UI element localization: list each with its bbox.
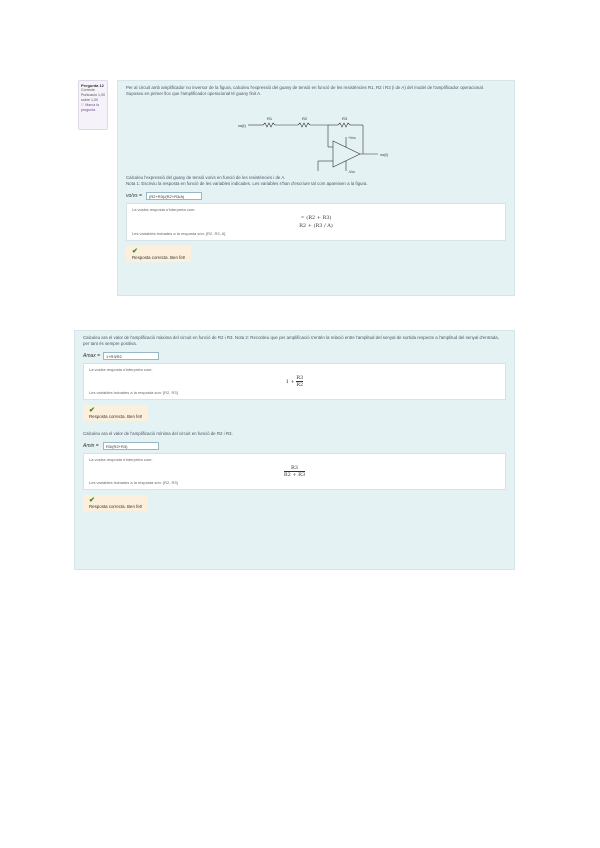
preview-vars-1: Les variables trobades a la resposta són: [R2, R3, A] bbox=[132, 231, 226, 236]
label-r3: R3 bbox=[342, 116, 348, 121]
check-icon: ✔ bbox=[132, 248, 138, 255]
answer-lhs-1: vo/vs = bbox=[126, 193, 142, 199]
answer-input-1[interactable]: (R2+R3)/(R2+R3/A) bbox=[146, 192, 202, 200]
preview-formula-1b: R2 + (R3 / A) bbox=[299, 223, 333, 229]
feedback-3 bbox=[83, 495, 148, 511]
preview-prefix-2: 1 + bbox=[285, 379, 295, 385]
preview-vars-3: Les variables trobades a la resposta són: [R2, R3] bbox=[89, 480, 178, 485]
flag-question-link[interactable] bbox=[81, 103, 105, 113]
answer-preview-1 bbox=[126, 203, 506, 241]
label-vplus: +Vcc bbox=[348, 136, 356, 140]
label-r1: R1 bbox=[267, 116, 273, 121]
answer-lhs-2: Amax = bbox=[83, 353, 101, 359]
question-info-panel bbox=[78, 80, 108, 130]
question-note: Nota 1: Escriviu la resposta en funció de les variables indicades. Les variables s'han d'escriure tal com apareixen a la figura. bbox=[126, 181, 368, 186]
answer-row-2 bbox=[83, 352, 506, 360]
preview-den-2: R2 bbox=[296, 382, 304, 388]
preview-formula-3 bbox=[89, 465, 500, 478]
flag-icon: ⚐ bbox=[81, 103, 85, 107]
label-vminus: -Vcc bbox=[348, 170, 355, 174]
feedback-text-3: Resposta correcta. Ben fet! bbox=[89, 504, 143, 509]
question-status: Correcte bbox=[81, 88, 95, 92]
feedback-1 bbox=[126, 246, 191, 262]
preview-den-3: R2 + R3 bbox=[283, 472, 306, 478]
answer-preview-2 bbox=[83, 363, 506, 400]
preview-title-2: La vostra resposta s'interpreta com: bbox=[89, 367, 153, 372]
question-part2: Calculeu ara el valor de l'amplificació màxima del circuit en funció de R2 i R3. Nota 2: Recordeu que per amplificació s'entén la relació entre l'amplitud del senyal de sortida respecte a l'amplitud del senyal d'entrada, per tant és sempre positiva. bbox=[83, 335, 499, 346]
label-vs: vs(t) bbox=[238, 123, 246, 128]
question-content-1 bbox=[117, 80, 515, 296]
preview-formula-2 bbox=[89, 375, 500, 388]
preview-title-3: La vostra resposta s'interpreta com: bbox=[89, 457, 153, 462]
question-intro: Per al circuit amb amplificador no inversor de la figura, calculeu l'expressió del guany de tensió en funció de les resistències R1, R2 i R3 (i de A) del model de l'amplificador operacional. bbox=[126, 85, 484, 90]
question-part1: Calculeu l'expressió del guany de tensió vo/vs en funció de les resistències i de A. bbox=[126, 175, 286, 180]
answer-input-3[interactable]: R3/(R2+R3) bbox=[103, 442, 159, 450]
feedback-2 bbox=[83, 405, 148, 421]
question-score: Puntuació 1,00 sobre 1,00 bbox=[81, 93, 105, 102]
answer-lhs-3: Amin = bbox=[83, 443, 99, 449]
answer-input-2[interactable]: 1+R3/R2 bbox=[103, 352, 159, 360]
answer-row-1 bbox=[126, 192, 506, 200]
question-content-2 bbox=[74, 330, 515, 570]
question-subintro: Suposeu en primer lloc que l'amplificador operacional té guany finit A. bbox=[126, 91, 262, 96]
preview-title-1: La vostra resposta s'interpreta com: bbox=[132, 207, 196, 212]
feedback-text-2: Resposta correcta. Ben fet! bbox=[89, 414, 143, 419]
check-icon: ✔ bbox=[89, 497, 95, 504]
question-number: Pregunta 12 bbox=[81, 83, 104, 88]
label-r2: R2 bbox=[302, 116, 308, 121]
label-vo: vo(t) bbox=[380, 152, 388, 157]
question-part3: Calculeu ara el valor de l'amplificació mínima del circuit en funció de R2 i R3. bbox=[83, 431, 233, 436]
preview-formula-1a: = (R2 + R3) bbox=[300, 215, 332, 221]
answer-row-3 bbox=[83, 442, 506, 450]
circuit-diagram bbox=[238, 109, 408, 179]
answer-preview-3 bbox=[83, 453, 506, 490]
flag-question-label: Marca la pregunta bbox=[81, 103, 100, 112]
preview-num-3: R3 bbox=[284, 465, 305, 472]
feedback-text-1: Resposta correcta. Ben fet! bbox=[132, 255, 186, 260]
preview-vars-2: Les variables trobades a la resposta són: [R2, R3] bbox=[89, 390, 178, 395]
preview-num-2: R3 bbox=[296, 375, 304, 381]
check-icon: ✔ bbox=[89, 407, 95, 414]
